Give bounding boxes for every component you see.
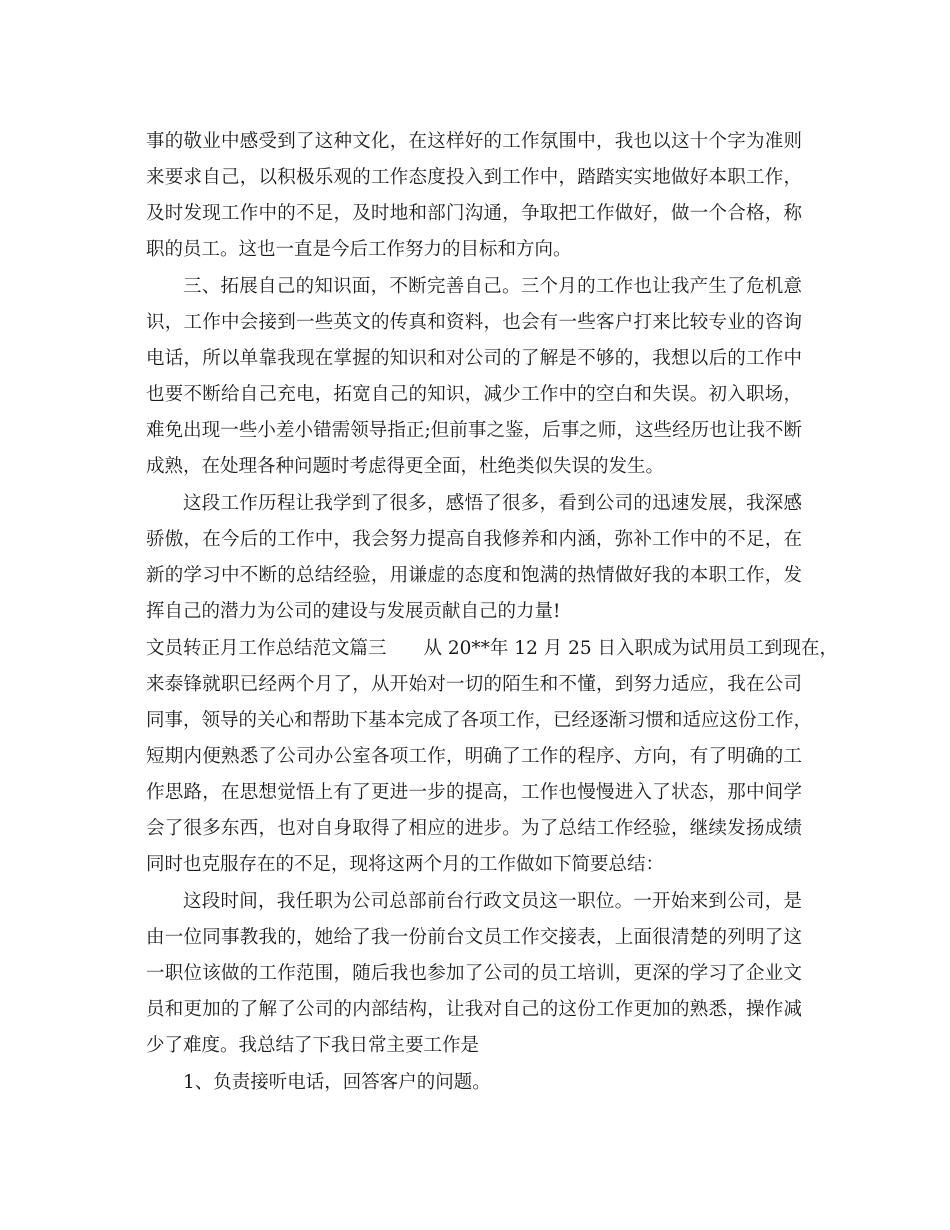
text-line: 也要不断给自己充电，拓宽自己的知识，减少工作中的空白和失误。初入职场，: [146, 384, 802, 405]
text-line: 由一位同事教我的，她给了我一份前台文员工作交接表，上面很清楚的列明了这: [146, 927, 802, 948]
text-line: 挥自己的潜力为公司的建设与发展贡献自己的力量!: [146, 601, 561, 622]
text-line: 难免出现一些小差小错需领导指正;但前事之鉴，后事之师，这些经历也让我不断: [146, 420, 802, 441]
text-line: 员和更加的了解了公司的内部结构，让我对自己的这份工作更加的熟悉，操作减: [146, 999, 802, 1020]
text-line: 事的敬业中感受到了这种文化，在这样好的工作氛围中，我也以这十个字为准则: [146, 131, 802, 152]
text-line: 及时发现工作中的不足，及时地和部门沟通，争取把工作做好，做一个合格，称: [146, 203, 802, 224]
text-line: 骄傲，在今后的工作中，我会努力提高自我修养和内涵，弥补工作中的不足，在: [146, 529, 802, 550]
text-line: 同事，领导的关心和帮助下基本完成了各项工作，已经逐渐习惯和适应这份工作，: [146, 710, 813, 731]
text-line: 文员转正月工作总结范文篇三 从 20**年 12 月 25 日入职成为试用员工到现在，: [146, 638, 839, 659]
text-line: 少了难度。我总结了下我日常主要工作是: [146, 1035, 480, 1056]
text-line: 来要求自己，以积极乐观的工作态度投入到工作中，踏踏实实地做好本职工作，: [146, 167, 802, 188]
text-line: 这段时间，我任职为公司总部前台行政文员这一职位。一开始来到公司，是: [183, 891, 802, 912]
text-line: 识，工作中会接到一些英文的传真和资料，也会有一些客户打来比较专业的咨询: [146, 312, 802, 333]
text-line: 电话，所以单靠我现在掌握的知识和对公司的了解是不够的，我想以后的工作中: [146, 348, 802, 369]
text-line: 来泰锋就职已经两个月了，从开始对一切的陌生和不懂，到努力适应，我在公司: [146, 674, 802, 695]
text-line: 这段工作历程让我学到了很多，感悟了很多，看到公司的迅速发展，我深感: [183, 493, 802, 514]
text-line: 作思路，在思想觉悟上有了更进一步的提高，工作也慢慢进入了状态，那中间学: [146, 782, 802, 803]
list-item: 1、负责接听电话，回答客户的问题。: [183, 1072, 491, 1093]
text-line: 三、拓展自己的知识面，不断完善自己。三个月的工作也让我产生了危机意: [183, 276, 802, 297]
text-line: 成熟，在处理各种问题时考虑得更全面，杜绝类似失误的发生。: [146, 456, 665, 477]
text-line: 一职位该做的工作范围，随后我也参加了公司的员工培训，更深的学习了企业文: [146, 963, 802, 984]
text-line: 职的员工。这也一直是今后工作努力的目标和方向。: [146, 239, 572, 260]
text-line: 新的学习中不断的总结经验，用谦虚的态度和饱满的热情做好我的本职工作，发: [146, 565, 802, 586]
text-line: 同时也克服存在的不足，现将这两个月的工作做如下简要总结：: [146, 854, 665, 875]
text-line: 会了很多东西，也对自身取得了相应的进步。为了总结工作经验，继续发扬成绩: [146, 818, 802, 839]
text-line: 短期内便熟悉了公司办公室各项工作，明确了工作的程序、方向，有了明确的工: [146, 746, 802, 767]
